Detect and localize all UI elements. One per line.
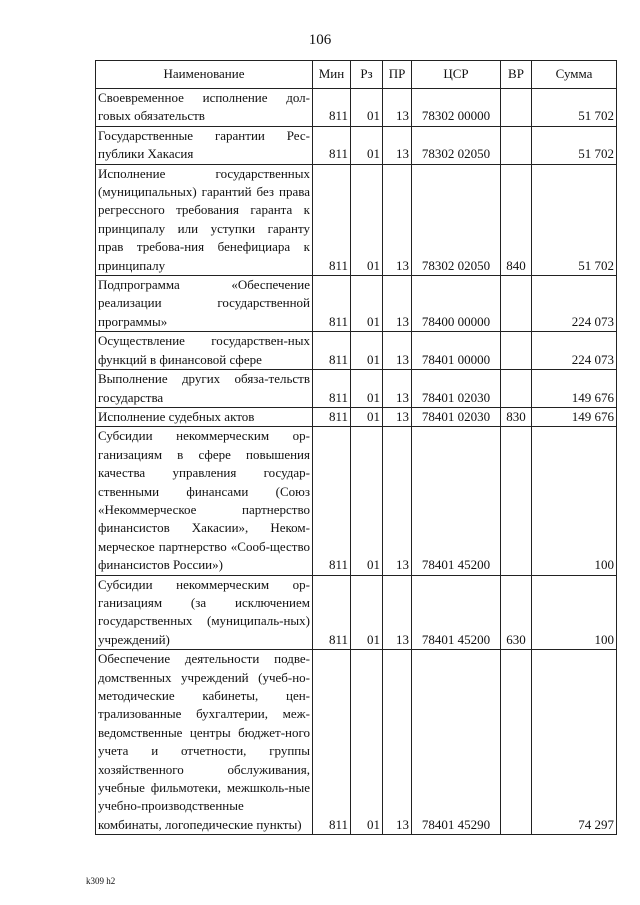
cell-rz: 01 xyxy=(351,89,383,127)
cell-min: 811 xyxy=(313,89,351,127)
cell-rz: 01 xyxy=(351,332,383,370)
cell-vr xyxy=(501,650,532,835)
cell-sum: 51 702 xyxy=(532,89,617,127)
cell-vr: 830 xyxy=(501,407,532,426)
header-name: Наименование xyxy=(96,61,313,89)
cell-csr: 78401 45200 xyxy=(412,427,501,575)
cell-min: 811 xyxy=(313,276,351,332)
table-header-row xyxy=(96,61,617,89)
cell-min: 811 xyxy=(313,407,351,426)
cell-pr: 13 xyxy=(383,126,412,164)
cell-pr: 13 xyxy=(383,89,412,127)
cell-pr: 13 xyxy=(383,427,412,575)
table-row xyxy=(96,89,617,127)
cell-pr: 13 xyxy=(383,407,412,426)
table-row xyxy=(96,276,617,332)
cell-min: 811 xyxy=(313,650,351,835)
cell-rz: 01 xyxy=(351,575,383,650)
table-row xyxy=(96,332,617,370)
table-row xyxy=(96,575,617,650)
cell-vr xyxy=(501,126,532,164)
cell-min: 811 xyxy=(313,370,351,408)
cell-csr: 78400 00000 xyxy=(412,276,501,332)
table-row xyxy=(96,407,617,426)
cell-min: 811 xyxy=(313,575,351,650)
cell-min: 811 xyxy=(313,126,351,164)
cell-sum: 74 297 xyxy=(532,650,617,835)
cell-vr xyxy=(501,427,532,575)
cell-name: Субсидии некоммерческим ор-ганизациям (за исключением государственных (муниципаль-ных) учреждений) xyxy=(96,575,313,650)
cell-csr: 78401 45290 xyxy=(412,650,501,835)
cell-sum: 51 702 xyxy=(532,164,617,275)
cell-rz: 01 xyxy=(351,650,383,835)
cell-pr: 13 xyxy=(383,332,412,370)
cell-name: Обеспечение деятельности подве-домственных учреждений (учеб-но-методические кабинеты, цен-трализованные бухгалтерии, меж-ведомственные центры бюджет-ного учета и отчетности, группы хозяйственного обслуживания, учебные фильмотеки, межшколь-ные учебно-производственные комбинаты, логопедические пункты) xyxy=(96,650,313,835)
cell-sum: 149 676 xyxy=(532,407,617,426)
cell-name: Государственные гарантии Рес-публики Хакасия xyxy=(96,126,313,164)
cell-name: Исполнение государственных (муниципальных) гарантий без права регрессного требования гаранта к принципалу или уступки гаранту прав требова-ния бенефициара к принципалу xyxy=(96,164,313,275)
cell-name: Осуществление государствен-ных функций в финансовой сфере xyxy=(96,332,313,370)
cell-name: Своевременное исполнение дол-говых обязательств xyxy=(96,89,313,127)
cell-sum: 100 xyxy=(532,427,617,575)
cell-pr: 13 xyxy=(383,650,412,835)
cell-vr: 840 xyxy=(501,164,532,275)
page-number: 106 xyxy=(308,32,332,48)
cell-vr: 630 xyxy=(501,575,532,650)
header-rz: Рз xyxy=(351,61,383,89)
table-row xyxy=(96,370,617,408)
cell-min: 811 xyxy=(313,332,351,370)
cell-rz: 01 xyxy=(351,164,383,275)
cell-vr xyxy=(501,276,532,332)
header-csr: ЦСР xyxy=(412,61,501,89)
cell-csr: 78401 02030 xyxy=(412,407,501,426)
cell-sum: 51 702 xyxy=(532,126,617,164)
cell-vr xyxy=(501,332,532,370)
cell-csr: 78302 02050 xyxy=(412,164,501,275)
cell-rz: 01 xyxy=(351,427,383,575)
cell-rz: 01 xyxy=(351,126,383,164)
cell-pr: 13 xyxy=(383,164,412,275)
header-min: Мин xyxy=(313,61,351,89)
table-row xyxy=(96,126,617,164)
cell-vr xyxy=(501,89,532,127)
cell-csr: 78302 00000 xyxy=(412,89,501,127)
cell-rz: 01 xyxy=(351,276,383,332)
cell-vr xyxy=(501,370,532,408)
header-vr: ВР xyxy=(501,61,532,89)
cell-pr: 13 xyxy=(383,276,412,332)
table-row xyxy=(96,650,617,835)
footer-code: k309 h2 xyxy=(86,876,116,886)
budget-table xyxy=(95,60,617,835)
cell-csr: 78401 00000 xyxy=(412,332,501,370)
cell-sum: 224 073 xyxy=(532,332,617,370)
cell-min: 811 xyxy=(313,164,351,275)
cell-name: Субсидии некоммерческим ор-ганизациям в сфере повышения качества управления государ-ственными финансами (Союз «Некоммерческое партнерство финансистов Хакасии», Неком-мерческое партнерство «Сооб-щество финансистов России») xyxy=(96,427,313,575)
cell-pr: 13 xyxy=(383,575,412,650)
cell-csr: 78401 45200 xyxy=(412,575,501,650)
cell-min: 811 xyxy=(313,427,351,575)
table-row xyxy=(96,164,617,275)
header-sum: Сумма xyxy=(532,61,617,89)
cell-rz: 01 xyxy=(351,407,383,426)
cell-rz: 01 xyxy=(351,370,383,408)
cell-csr: 78302 02050 xyxy=(412,126,501,164)
cell-csr: 78401 02030 xyxy=(412,370,501,408)
cell-name: Выполнение других обяза-тельств государства xyxy=(96,370,313,408)
cell-sum: 100 xyxy=(532,575,617,650)
cell-sum: 224 073 xyxy=(532,276,617,332)
cell-sum: 149 676 xyxy=(532,370,617,408)
header-pr: ПР xyxy=(383,61,412,89)
table-row xyxy=(96,427,617,575)
cell-pr: 13 xyxy=(383,370,412,408)
cell-name: Подпрограмма «Обеспечение реализации государственной программы» xyxy=(96,276,313,332)
cell-name: Исполнение судебных актов xyxy=(96,407,313,426)
